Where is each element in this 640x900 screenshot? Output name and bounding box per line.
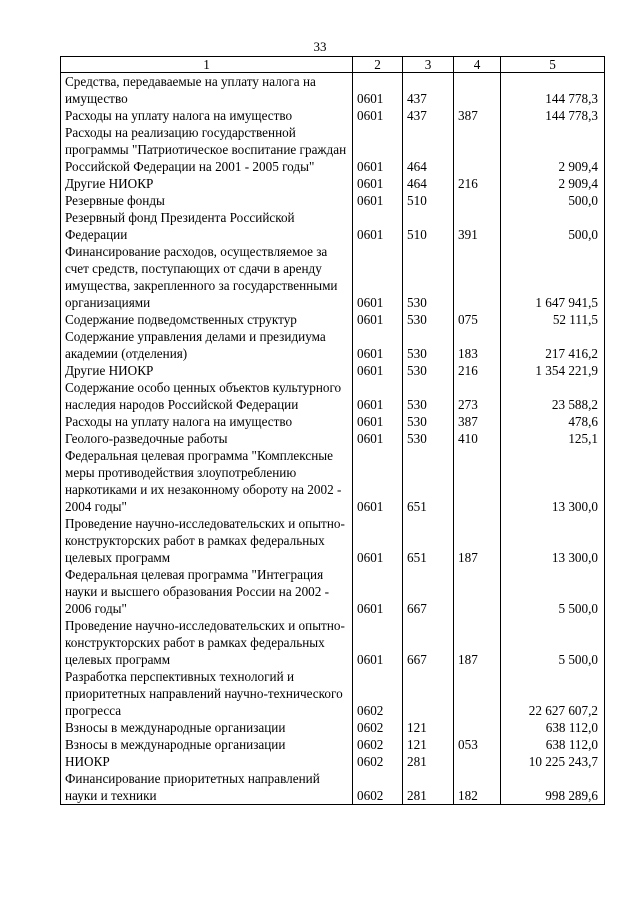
- section-code-cell: 0601: [353, 447, 403, 515]
- column-header: 2: [353, 57, 403, 73]
- section-code-cell: 0601: [353, 124, 403, 175]
- section-code-cell: 0601: [353, 107, 403, 124]
- expense-type-code-cell: 391: [454, 209, 501, 243]
- amount-cell: 638 112,0: [501, 719, 605, 736]
- target-item-code-cell: 437: [403, 107, 454, 124]
- row-name-cell: Другие НИОКР: [61, 362, 353, 379]
- target-item-code-cell: 510: [403, 192, 454, 209]
- expense-type-code-cell: [454, 566, 501, 617]
- amount-cell: 22 627 607,2: [501, 668, 605, 719]
- amount-cell: 500,0: [501, 209, 605, 243]
- table-row: [61, 753, 605, 770]
- expense-type-code-cell: 387: [454, 107, 501, 124]
- table-row: [61, 175, 605, 192]
- target-item-code-cell: 530: [403, 413, 454, 430]
- target-item-code-cell: 667: [403, 566, 454, 617]
- table-row: [61, 515, 605, 566]
- table-row: [61, 668, 605, 719]
- amount-cell: 998 289,6: [501, 770, 605, 805]
- section-code-cell: 0601: [353, 73, 403, 108]
- table-row: [61, 124, 605, 175]
- column-header: 1: [61, 57, 353, 73]
- table-row: [61, 107, 605, 124]
- row-name-cell: Проведение научно-исследовательских и опытно-конструкторских работ в рамках федеральных целевых программ: [61, 617, 353, 668]
- amount-cell: 5 500,0: [501, 617, 605, 668]
- table-row: [61, 430, 605, 447]
- target-item-code-cell: 464: [403, 124, 454, 175]
- expense-type-code-cell: 216: [454, 175, 501, 192]
- expense-type-code-cell: [454, 73, 501, 108]
- row-name-cell: НИОКР: [61, 753, 353, 770]
- target-item-code-cell: 651: [403, 515, 454, 566]
- target-item-code-cell: 530: [403, 311, 454, 328]
- section-code-cell: 0602: [353, 770, 403, 805]
- table-row: [61, 362, 605, 379]
- amount-cell: 478,6: [501, 413, 605, 430]
- expense-type-code-cell: 182: [454, 770, 501, 805]
- section-code-cell: 0601: [353, 430, 403, 447]
- amount-cell: 2 909,4: [501, 175, 605, 192]
- amount-cell: 1 647 941,5: [501, 243, 605, 311]
- row-name-cell: Расходы на уплату налога на имущество: [61, 107, 353, 124]
- page-number: 33: [313, 39, 327, 54]
- row-name-cell: Федеральная целевая программа "Интеграция науки и высшего образования России на 2002 - 2006 годы": [61, 566, 353, 617]
- section-code-cell: 0601: [353, 379, 403, 413]
- expense-type-code-cell: 187: [454, 515, 501, 566]
- section-code-cell: 0602: [353, 753, 403, 770]
- row-name-cell: Проведение научно-исследовательских и опытно-конструкторских работ в рамках федеральных целевых программ: [61, 515, 353, 566]
- row-name-cell: Расходы на реализацию государственной программы "Патриотическое воспитание граждан Российской Федерации на 2001 - 2005 годы": [61, 124, 353, 175]
- expense-type-code-cell: 183: [454, 328, 501, 362]
- section-code-cell: 0601: [353, 617, 403, 668]
- target-item-code-cell: 530: [403, 243, 454, 311]
- section-code-cell: 0601: [353, 311, 403, 328]
- target-item-code-cell: 464: [403, 175, 454, 192]
- table-row: [61, 413, 605, 430]
- table-row: [61, 719, 605, 736]
- expense-type-code-cell: 410: [454, 430, 501, 447]
- expense-type-code-cell: 053: [454, 736, 501, 753]
- row-name-cell: Резервный фонд Президента Российской Федерации: [61, 209, 353, 243]
- expense-type-code-cell: 187: [454, 617, 501, 668]
- expense-type-code-cell: 387: [454, 413, 501, 430]
- target-item-code-cell: 530: [403, 362, 454, 379]
- target-item-code-cell: [403, 668, 454, 719]
- amount-cell: 52 111,5: [501, 311, 605, 328]
- expense-type-code-cell: [454, 719, 501, 736]
- table-header-row: [61, 57, 605, 73]
- section-code-cell: 0601: [353, 413, 403, 430]
- section-code-cell: 0602: [353, 668, 403, 719]
- row-name-cell: Резервные фонды: [61, 192, 353, 209]
- amount-cell: 217 416,2: [501, 328, 605, 362]
- column-header: 3: [403, 57, 454, 73]
- expense-type-code-cell: 216: [454, 362, 501, 379]
- amount-cell: 13 300,0: [501, 447, 605, 515]
- expense-type-code-cell: [454, 753, 501, 770]
- amount-cell: 5 500,0: [501, 566, 605, 617]
- expense-type-code-cell: 075: [454, 311, 501, 328]
- section-code-cell: 0601: [353, 515, 403, 566]
- table-row: [61, 566, 605, 617]
- amount-cell: 2 909,4: [501, 124, 605, 175]
- amount-cell: 500,0: [501, 192, 605, 209]
- table-row: [61, 311, 605, 328]
- amount-cell: 144 778,3: [501, 107, 605, 124]
- expense-type-code-cell: [454, 192, 501, 209]
- amount-cell: 1 354 221,9: [501, 362, 605, 379]
- expense-type-code-cell: 273: [454, 379, 501, 413]
- expense-type-code-cell: [454, 243, 501, 311]
- row-name-cell: Содержание управления делами и президиума академии (отделения): [61, 328, 353, 362]
- row-name-cell: Содержание особо ценных объектов культурного наследия народов Российской Федерации: [61, 379, 353, 413]
- table-row: [61, 192, 605, 209]
- row-name-cell: Средства, передаваемые на уплату налога на имущество: [61, 73, 353, 108]
- target-item-code-cell: 651: [403, 447, 454, 515]
- row-name-cell: Федеральная целевая программа "Комплексные меры противодействия злоупотреблению наркотиками и их незаконному обороту на 2002 - 2004 годы": [61, 447, 353, 515]
- amount-cell: 638 112,0: [501, 736, 605, 753]
- amount-cell: 23 588,2: [501, 379, 605, 413]
- target-item-code-cell: 121: [403, 736, 454, 753]
- column-header: 4: [454, 57, 501, 73]
- row-name-cell: Другие НИОКР: [61, 175, 353, 192]
- table-row: [61, 73, 605, 108]
- row-name-cell: Финансирование приоритетных направлений науки и техники: [61, 770, 353, 805]
- row-name-cell: Разработка перспективных технологий и приоритетных направлений научно-технического прогресса: [61, 668, 353, 719]
- section-code-cell: 0601: [353, 243, 403, 311]
- row-name-cell: Расходы на уплату налога на имущество: [61, 413, 353, 430]
- section-code-cell: 0602: [353, 736, 403, 753]
- row-name-cell: Финансирование расходов, осуществляемое за счет средств, поступающих от сдачи в аренду имущества, закрепленного за государственными организациями: [61, 243, 353, 311]
- target-item-code-cell: 667: [403, 617, 454, 668]
- target-item-code-cell: 510: [403, 209, 454, 243]
- row-name-cell: Содержание подведомственных структур: [61, 311, 353, 328]
- target-item-code-cell: 281: [403, 770, 454, 805]
- section-code-cell: 0601: [353, 566, 403, 617]
- target-item-code-cell: 530: [403, 430, 454, 447]
- table-row: [61, 243, 605, 311]
- expense-type-code-cell: [454, 124, 501, 175]
- section-code-cell: 0601: [353, 175, 403, 192]
- table-row: [61, 736, 605, 753]
- target-item-code-cell: 281: [403, 753, 454, 770]
- section-code-cell: 0601: [353, 362, 403, 379]
- table-row: [61, 447, 605, 515]
- row-name-cell: Взносы в международные организации: [61, 736, 353, 753]
- expense-type-code-cell: [454, 668, 501, 719]
- amount-cell: 125,1: [501, 430, 605, 447]
- table-row: [61, 328, 605, 362]
- table-row: [61, 617, 605, 668]
- budget-table: [60, 56, 605, 805]
- section-code-cell: 0601: [353, 328, 403, 362]
- section-code-cell: 0602: [353, 719, 403, 736]
- amount-cell: 13 300,0: [501, 515, 605, 566]
- section-code-cell: 0601: [353, 209, 403, 243]
- target-item-code-cell: 530: [403, 328, 454, 362]
- amount-cell: 10 225 243,7: [501, 753, 605, 770]
- table-body: [61, 73, 605, 805]
- row-name-cell: Взносы в международные организации: [61, 719, 353, 736]
- amount-cell: 144 778,3: [501, 73, 605, 108]
- table-row: [61, 209, 605, 243]
- target-item-code-cell: 437: [403, 73, 454, 108]
- table-row: [61, 770, 605, 805]
- target-item-code-cell: 121: [403, 719, 454, 736]
- row-name-cell: Геолого-разведочные работы: [61, 430, 353, 447]
- table-row: [61, 379, 605, 413]
- expense-type-code-cell: [454, 447, 501, 515]
- section-code-cell: 0601: [353, 192, 403, 209]
- target-item-code-cell: 530: [403, 379, 454, 413]
- column-header: 5: [501, 57, 605, 73]
